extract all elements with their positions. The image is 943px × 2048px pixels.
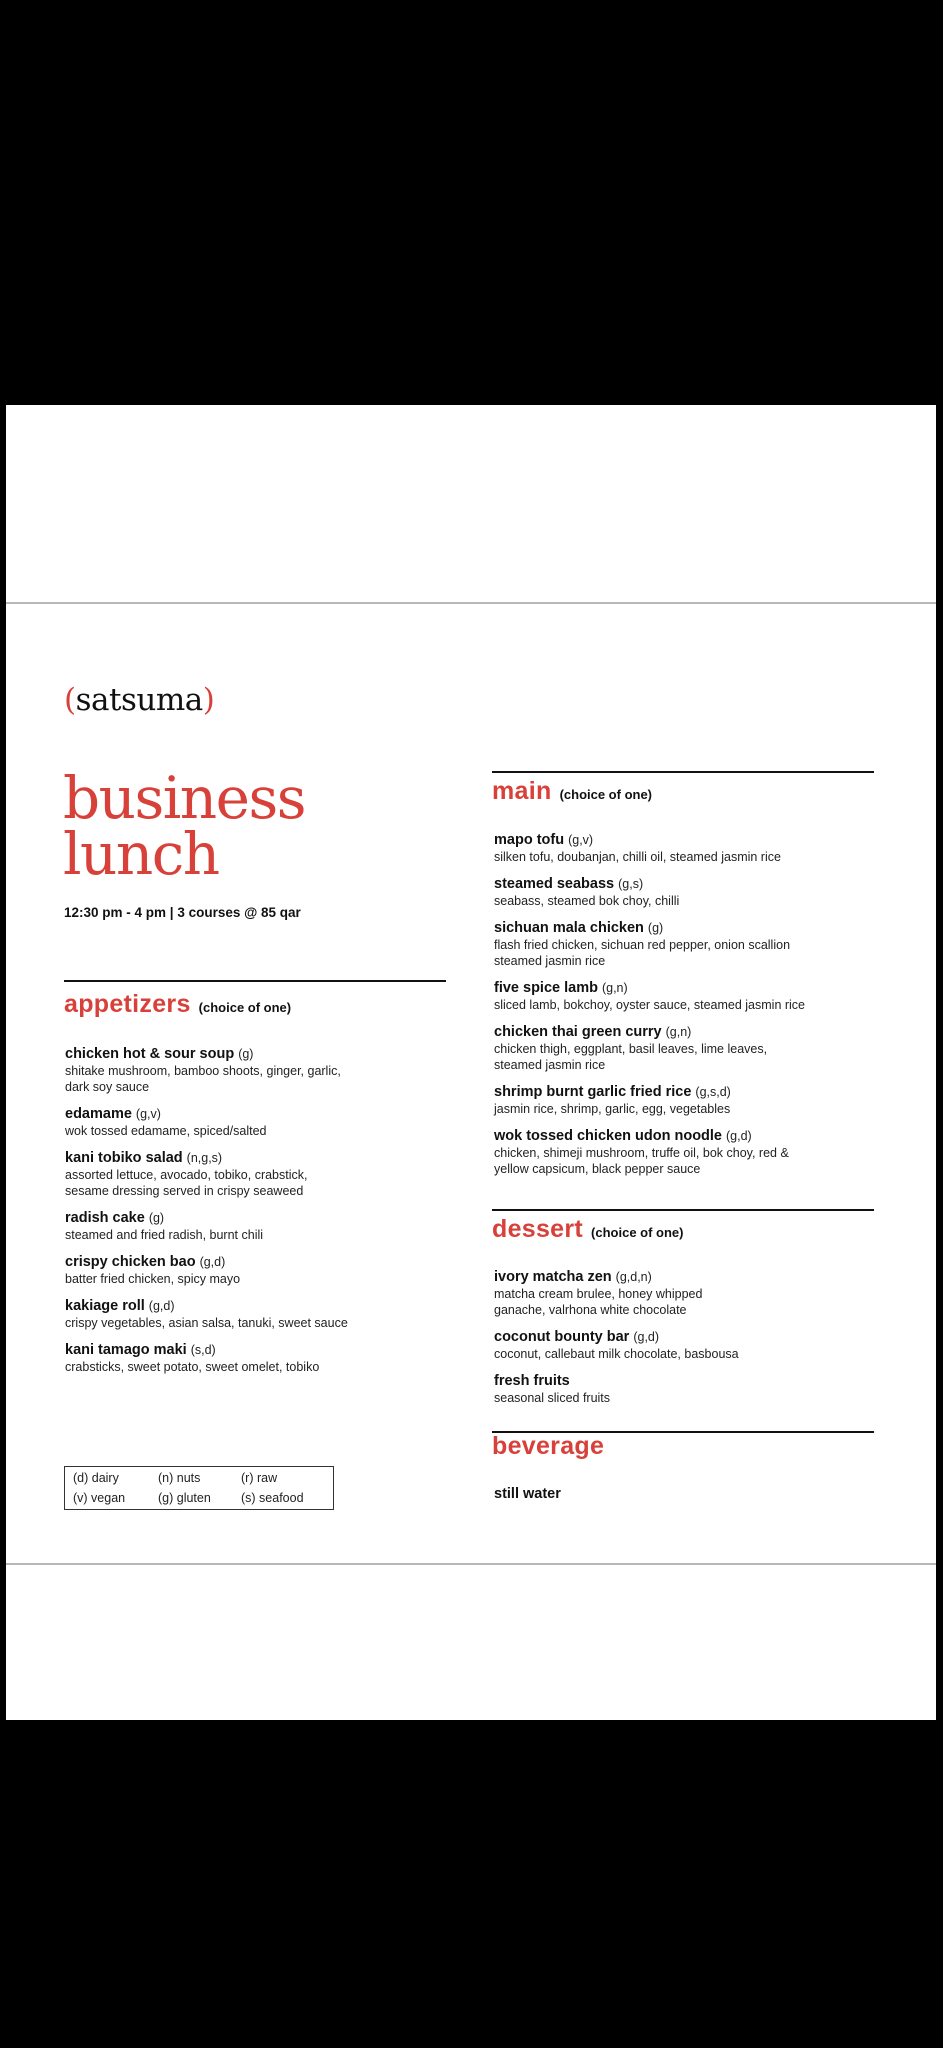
menu-item: [494, 1127, 884, 1177]
dish-name: mapo tofu: [494, 832, 565, 848]
dish-description: seasonal sliced fruits: [494, 1391, 611, 1405]
menu-item-title: [494, 979, 884, 997]
dish-description: silken tofu, doubanjan, chilli oil, steamed jasmin rice: [494, 850, 781, 864]
dish-name: shrimp burnt garlic fried rice: [494, 1084, 692, 1100]
dietary-tags: (g): [647, 921, 664, 935]
dish-name: kani tobiko salad: [65, 1150, 183, 1166]
dish-description: steamed and fried radish, burnt chili: [65, 1228, 264, 1242]
menu-item-title: [494, 1268, 884, 1286]
menu-item: [494, 1372, 884, 1406]
menu-item: [494, 1485, 884, 1503]
main-list: [494, 831, 884, 1177]
dish-description: chicken thigh, eggplant, basil leaves, lime leaves,: [494, 1042, 768, 1056]
dish-name: kani tamago maki: [65, 1342, 187, 1358]
dish-name: steamed seabass: [494, 876, 615, 892]
satsuma-logo: (satsuma): [64, 682, 215, 718]
menu-item-title: [65, 1253, 455, 1271]
dietary-tags: (g,n): [601, 981, 628, 995]
menu-item: [65, 1253, 455, 1287]
menu-item: [65, 1105, 455, 1139]
legend-raw: (r) raw: [241, 1471, 278, 1485]
dish-name: coconut bounty bar: [494, 1329, 630, 1345]
dish-description: coconut, callebaut milk chocolate, basbousa: [494, 1347, 739, 1361]
dish-description: shitake mushroom, bamboo shoots, ginger, garlic,: [65, 1064, 341, 1078]
dish-name: fresh fruits: [494, 1373, 570, 1389]
beverage-list: [494, 1485, 884, 1503]
dish-description: sliced lamb, bokchoy, oyster sauce, steamed jasmin rice: [494, 998, 806, 1012]
page-title: [63, 764, 306, 888]
dish-name: five spice lamb: [494, 980, 598, 996]
dietary-tags: (g,v): [135, 1107, 161, 1121]
dietary-tags: (g,v): [568, 833, 594, 847]
dish-description: jasmin rice, shrimp, garlic, egg, vegetables: [494, 1102, 731, 1116]
menu-item: [494, 875, 884, 909]
dietary-tags: (g,d): [199, 1255, 226, 1269]
menu-item: [494, 1268, 884, 1318]
section-name: appetizers: [64, 990, 191, 1018]
dish-name: crispy chicken bao: [65, 1254, 196, 1270]
dietary-tags: (g,d,n): [615, 1270, 652, 1284]
dietary-tags: (g,d): [148, 1299, 175, 1313]
menu-item-title: [494, 1083, 884, 1101]
section-note: (choice of one): [591, 1225, 684, 1240]
menu-item-title: [65, 1105, 455, 1123]
menu-item: [65, 1045, 455, 1095]
dietary-tags: (g): [238, 1047, 254, 1061]
section-note: (choice of one): [559, 787, 653, 802]
dish-description: yellow capsicum, black pepper sauce: [494, 1162, 701, 1176]
legend-dairy: (d) dairy: [73, 1471, 119, 1485]
dietary-tags: (n,g,s): [186, 1151, 223, 1165]
menu-item-title: [494, 1372, 884, 1390]
menu-item-title: [494, 1485, 884, 1503]
dish-name: wok tossed chicken udon noodle: [494, 1128, 722, 1144]
menu-item-title: [65, 1297, 455, 1315]
menu-item-title: [65, 1045, 455, 1063]
dish-description: flash fried chicken, sichuan red pepper, onion scallion: [494, 938, 791, 952]
dish-description: batter fried chicken, spicy mayo: [65, 1272, 241, 1286]
dish-description: crispy vegetables, asian salsa, tanuki, sweet sauce: [65, 1316, 348, 1330]
legend-gluten: (g) gluten: [158, 1491, 211, 1505]
beverage-heading: [492, 1432, 604, 1461]
main-heading: [492, 777, 652, 806]
title-line-2: lunch: [63, 820, 219, 888]
dish-description: steamed jasmin rice: [494, 954, 606, 968]
menu-item: [65, 1297, 455, 1331]
menu-item-title: [494, 1328, 884, 1346]
logo-text: satsuma: [75, 682, 203, 718]
menu-item-title: [494, 1023, 884, 1041]
legend-vegan: (v) vegan: [73, 1491, 126, 1505]
dish-description: assorted lettuce, avocado, tobiko, crabstick,: [65, 1168, 308, 1182]
menu-item-title: [65, 1341, 455, 1359]
dietary-tags: (g,s,d): [695, 1085, 731, 1099]
dish-description: crabsticks, sweet potato, sweet omelet, tobiko: [65, 1360, 320, 1374]
service-hours-and-price: 12:30 pm - 4 pm | 3 courses @ 85 qar: [64, 905, 301, 920]
menu-item: [494, 1083, 884, 1117]
dish-description: dark soy sauce: [65, 1080, 150, 1094]
dietary-tags: (g): [148, 1211, 165, 1225]
menu-item: [494, 831, 884, 865]
menu-item: [65, 1341, 455, 1375]
dietary-tags: (g,d): [633, 1330, 660, 1344]
menu-item: [494, 919, 884, 969]
dietary-tags: (s,d): [190, 1343, 216, 1357]
menu-item: [65, 1209, 455, 1243]
dish-name: sichuan mala chicken: [494, 920, 644, 936]
legend-nuts: (n) nuts: [158, 1471, 201, 1485]
dessert-divider: [492, 1209, 874, 1211]
section-note: (choice of one): [198, 1000, 292, 1015]
dessert-list: [494, 1268, 884, 1406]
dish-name: chicken thai green curry: [494, 1024, 662, 1040]
menu-item: [494, 1328, 884, 1362]
dietary-tags: (g,n): [665, 1025, 692, 1039]
dish-name: still water: [494, 1486, 561, 1502]
section-name: dessert: [492, 1215, 584, 1243]
dish-name: ivory matcha zen: [494, 1269, 612, 1285]
menu-page: [6, 405, 936, 1720]
menu-item-title: [65, 1209, 455, 1227]
menu-item-title: [65, 1149, 455, 1167]
dish-description: chicken, shimeji mushroom, truffe oil, bok choy, red &: [494, 1146, 789, 1160]
dietary-legend: [64, 1466, 334, 1510]
dish-name: radish cake: [65, 1210, 145, 1226]
appetizers-list: [65, 1045, 455, 1375]
dish-description: ganache, valrhona white chocolate: [494, 1303, 687, 1317]
dish-description: steamed jasmin rice: [494, 1058, 606, 1072]
menu-item: [494, 1023, 884, 1073]
menu-item-title: [494, 1127, 884, 1145]
section-name: main: [492, 777, 552, 805]
title-line-1: business: [63, 764, 306, 832]
dish-name: edamame: [65, 1106, 132, 1122]
dish-name: chicken hot & sour soup: [65, 1046, 235, 1062]
dish-description: matcha cream brulee, honey whipped: [494, 1287, 703, 1301]
dietary-tags: (g,s): [618, 877, 644, 891]
legend-seafood: (s) seafood: [241, 1491, 304, 1505]
dessert-heading: [492, 1215, 684, 1244]
main-divider: [492, 771, 874, 773]
appetizers-heading: [64, 990, 291, 1019]
menu-item-title: [494, 875, 884, 893]
dish-description: sesame dressing served in crispy seaweed: [65, 1184, 304, 1198]
menu-item: [65, 1149, 455, 1199]
page-top-divider: [6, 602, 936, 604]
page-bottom-divider: [6, 1563, 936, 1565]
dish-name: kakiage roll: [65, 1298, 145, 1314]
menu-item: [494, 979, 884, 1013]
menu-item-title: [494, 831, 884, 849]
dish-description: seabass, steamed bok choy, chilli: [494, 894, 680, 908]
dietary-tags: (g,d): [726, 1129, 752, 1143]
appetizers-divider: [64, 980, 446, 982]
dish-description: wok tossed edamame, spiced/salted: [65, 1124, 267, 1138]
section-name: beverage: [492, 1432, 605, 1460]
menu-item-title: [494, 919, 884, 937]
